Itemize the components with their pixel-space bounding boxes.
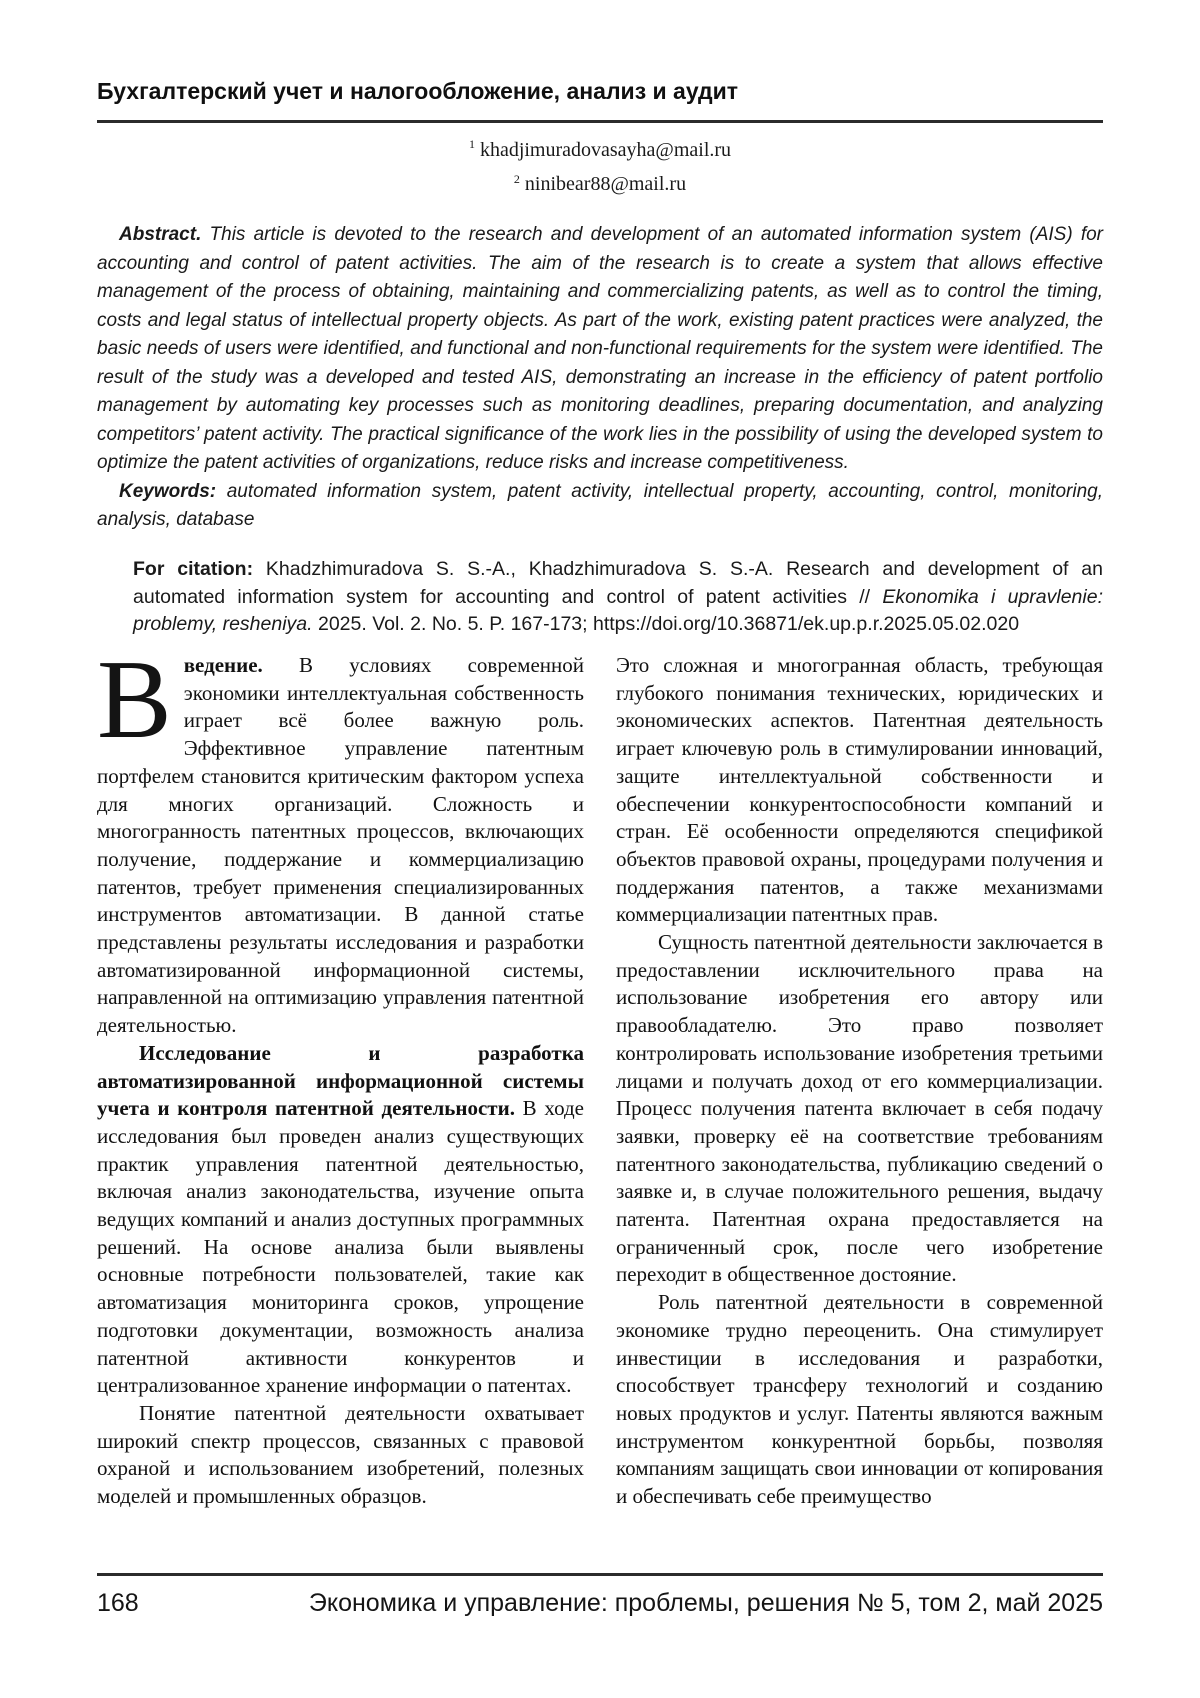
keywords-paragraph — [97, 478, 1103, 535]
page-number: 168 — [97, 1589, 139, 1617]
email-address: ninibear88@mail.ru — [524, 173, 687, 196]
body-columns — [97, 638, 1103, 1511]
paragraph-text: В условиях современной экономики интеллектуальная собственность играет всё более важную роль. Эффективное управление патентным портфелем становится критическим фактором успеха для многих организаций. Сложность и многогранность патентных процессов, включающих получение, поддержание и коммерциализацию патентов, требует применения специализированных инструментов автоматизации. В данной статье представлены результаты исследования и разработки автоматизированной информационной системы, направленной на оптимизацию управления патентной деятельностью. — [97, 653, 584, 1038]
body-paragraph — [97, 1400, 584, 1511]
abstract-paragraph — [97, 221, 1103, 478]
drop-cap: В — [97, 638, 172, 762]
author-emails — [0, 130, 1200, 199]
author-email — [0, 165, 1200, 200]
keywords-text: automated information system, patent activity, intellectual property, accounting, control, monitoring, analysis, database — [97, 480, 1103, 530]
left-column — [97, 638, 584, 1511]
footer-rule — [97, 1573, 1103, 1576]
header-rule — [97, 120, 1103, 123]
citation-source-title: Ekonomika i upravlenie: problemy, resheniya. — [133, 585, 1103, 635]
abstract-text: This article is devoted to the research and development of an automated information system (AIS) for accounting and control of patent activities. The aim of the research is to create a system that allows effective management of the process of obtaining, maintaining and commercializing patents, as well as to control the timing, costs and legal status of intellectual property objects. As part of the work, existing patent practices were analyzed, the basic needs of users were identified, and functional and non-functional requirements for the system were identified. The result of the study was a developed and tested AIS, demonstrating an increase in the efficiency of patent portfolio management by automating key processes such as monitoring deadlines, preparing documentation, and analyzing competitors’ patent activity. The practical significance of the work lies in the possibility of using the developed system to optimize the patent activities of organizations, reduce risks and increase competitiveness. — [97, 224, 1103, 473]
body-paragraph — [616, 652, 1103, 929]
paragraph-text: В ходе исследования был проведен анализ существующих практик управления патентной деятельностью, включая анализ законодательства, изучение опыта ведущих компаний и анализ доступных программных решений. На основе анализа были выявлены основные потребности пользователей, такие как автоматизация мониторинга сроков, упрощение подготовки документации, возможность анализа патентной активности конкурентов и централизованное хранение информации о патентах. — [97, 1096, 584, 1398]
intro-paragraph — [97, 638, 584, 1040]
body-paragraph — [616, 929, 1103, 1289]
keywords-label: Keywords: — [119, 480, 217, 502]
email-superscript: 2 — [513, 171, 520, 186]
citation-block — [133, 556, 1103, 639]
citation-text: Khadzhimuradova S. S.-A., Khadzhimuradova S. S.-A. Research and development of an automated information system for accounting and control of patent activities // — [133, 558, 1103, 608]
citation-label: For citation: — [133, 558, 254, 580]
front-matter — [97, 221, 1103, 535]
paragraph-text: Сущность патентной деятельности заключается в предоставлении исключительного права на использование изобретения его автору или правообладателю. Это право позволяет контролировать использование изобретения третьими лицами и получать доход от его коммерциализации. Процесс получения патента включает в себя подачу заявки, проверку её на соответствие требованиям патентного законодательства, публикацию сведений о заявке и, в случае положительного решения, выдачу патента. Патентная охрана предоставляется на ограниченный срок, после чего изобретение переходит в общественное достояние. — [616, 930, 1103, 1287]
paragraph-text: Роль патентной деятельности в современной экономике трудно переоценить. Она стимулирует инвестиции в исследования и разработки, способствует трансферу технологий и созданию новых продуктов и услуг. Патенты являются важным инструментом конкурентной борьбы, позволяя компаниям защищать свои инновации от копирования и обеспечивать себе преимущество — [616, 1290, 1103, 1509]
email-superscript: 1 — [468, 137, 475, 151]
author-email — [0, 130, 1200, 165]
citation-doi-text: 2025. Vol. 2. No. 5. P. 167-173; https://doi.org/10.36871/ek.up.p.r.2025.05.02.020 — [312, 613, 1020, 635]
paragraph-text: Это сложная и многогранная область, требующая глубокого понимания технических, юридических и экономических аспектов. Патентная деятельность играет ключевую роль в стимулировании инноваций, защите интеллектуальной собственности и обеспечении конкурентоспособности компаний и стран. Её особенности определяются спецификой объектов правовой охраны, процедурами получения и поддержания патентов, а также механизмами коммерциализации патентных прав. — [616, 653, 1103, 927]
section-heading: Исследование и разработка автоматизированной информационной системы учета и контроля патентной деятельности. — [97, 1040, 584, 1121]
journal-footer-line: Экономика и управление: проблемы, решения № 5, том 2, май 2025 — [308, 1589, 1103, 1617]
paragraph-text: Понятие патентной деятельности охватывает широкий спектр процессов, связанных с правовой охраной и использованием изобретений, полезных моделей и промышленных образцов. — [97, 1400, 584, 1509]
running-head: Бухгалтерский учет и налогообложение, анализ и аудит — [97, 78, 739, 104]
intro-lead: ведение. — [183, 653, 263, 677]
right-column — [616, 652, 1103, 1511]
body-paragraph — [616, 1289, 1103, 1511]
section-paragraph — [97, 1040, 584, 1400]
email-address: khadjimuradovasayha@mail.ru — [479, 138, 732, 161]
abstract-label: Abstract. — [119, 224, 202, 245]
page-footer — [97, 1589, 1103, 1618]
